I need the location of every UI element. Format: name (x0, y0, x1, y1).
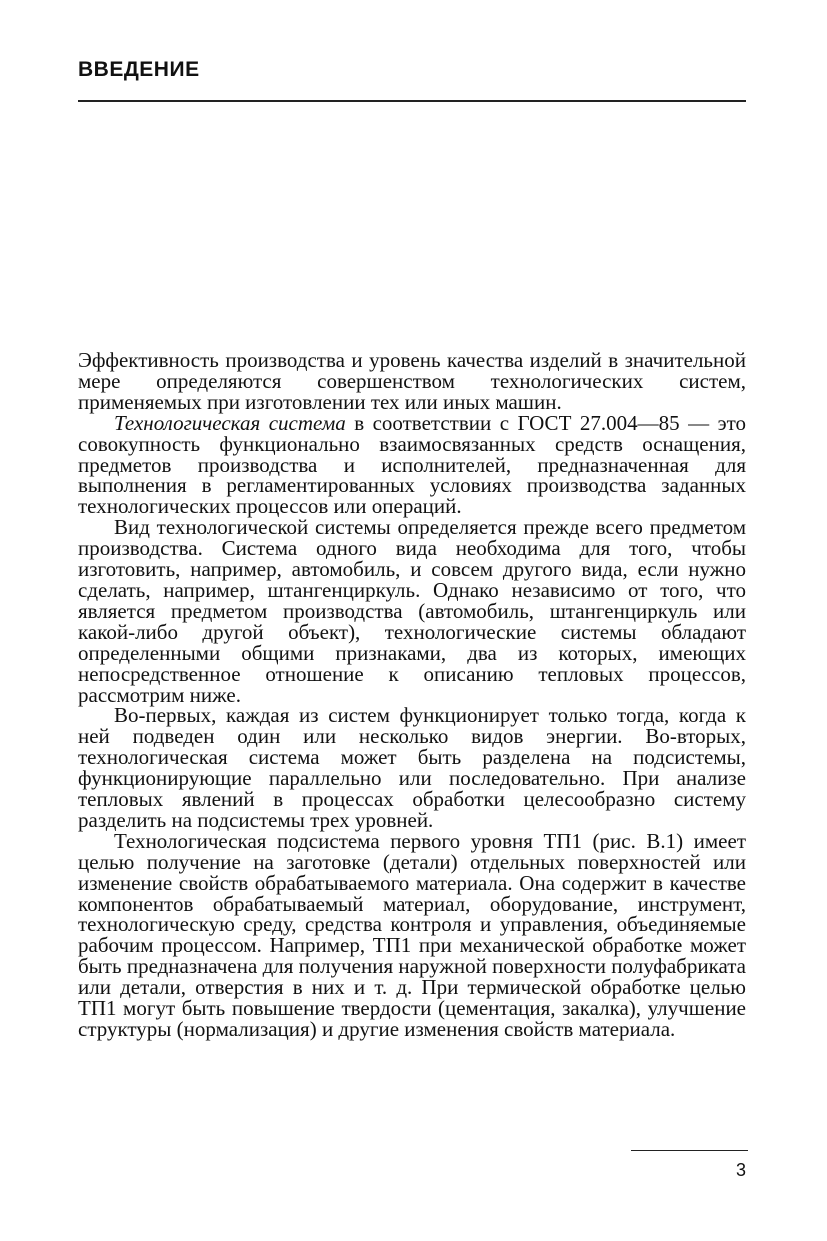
paragraph-2 (78, 410, 746, 519)
header-rule (78, 100, 746, 102)
paragraph-5: Технологическая подсистема первого уровня ТП1 (рис. В.1) имеет целью получение на заготовке (детали) отдельных поверхностей или изменение свойств обрабатываемого материала. Она содержит в качестве компонентов обрабатываемый материал, оборудование, инструмент, технологическую среду, средства контроля и управления, объединяемые рабочим процессом. Например, ТП1 при механической обработке может быть предназначена для получения наружной поверхности полуфабриката или детали, отверстия в них и т. д. При термической обработке целью ТП1 могут быть повышение твердости (цементация, закалка), улучшение структуры (нормализация) и другие изменения свойств материала. (78, 828, 746, 1041)
footer-rule (631, 1150, 748, 1151)
paragraph-3: Вид технологической системы определяется прежде всего предметом производства. Система одного вида необходима для того, чтобы изготовить, например, автомобиль, и совсем другого вида, если нужно сделать, например, штангенциркуль. Однако независимо от того, что является предметом производства (автомобиль, штангенциркуль или какой-либо другой объект), технологические системы обладают определенными общими признаками, два из которых, имеющих непосредственное отношение к описанию тепловых процессов, рассмотрим ниже. (78, 515, 746, 707)
body-text (78, 350, 746, 1040)
term-technological-system: Технологическая система (114, 410, 346, 435)
page-number: 3 (736, 1160, 747, 1180)
paragraph-4: Во-первых, каждая из систем функционирует только тогда, когда к ней подведен один или несколько видов энергии. Во-вторых, технологическая система может быть разделена на подсистемы, функционирующие параллельно или последовательно. При анализе тепловых явлений в процессах обработки целесообразно систему разделить на подсистемы трех уровней. (78, 703, 746, 832)
paragraph-1: Эффективность производства и уровень качества изделий в значительной мере определяются совершенством технологических систем, применяемых при изготовлении тех или иных машин. (78, 348, 746, 414)
paragraph-2-text: в соответствии с ГОСТ 27.004—85 — это совокупность функционально взаимосвязанных средств оснащения, предметов производства и исполнителей, предназначенная для выполнения в регламентированных условиях производства заданных технологических процессов или операций. (78, 410, 746, 519)
page-title: ВВЕДЕНИЕ (78, 58, 200, 81)
